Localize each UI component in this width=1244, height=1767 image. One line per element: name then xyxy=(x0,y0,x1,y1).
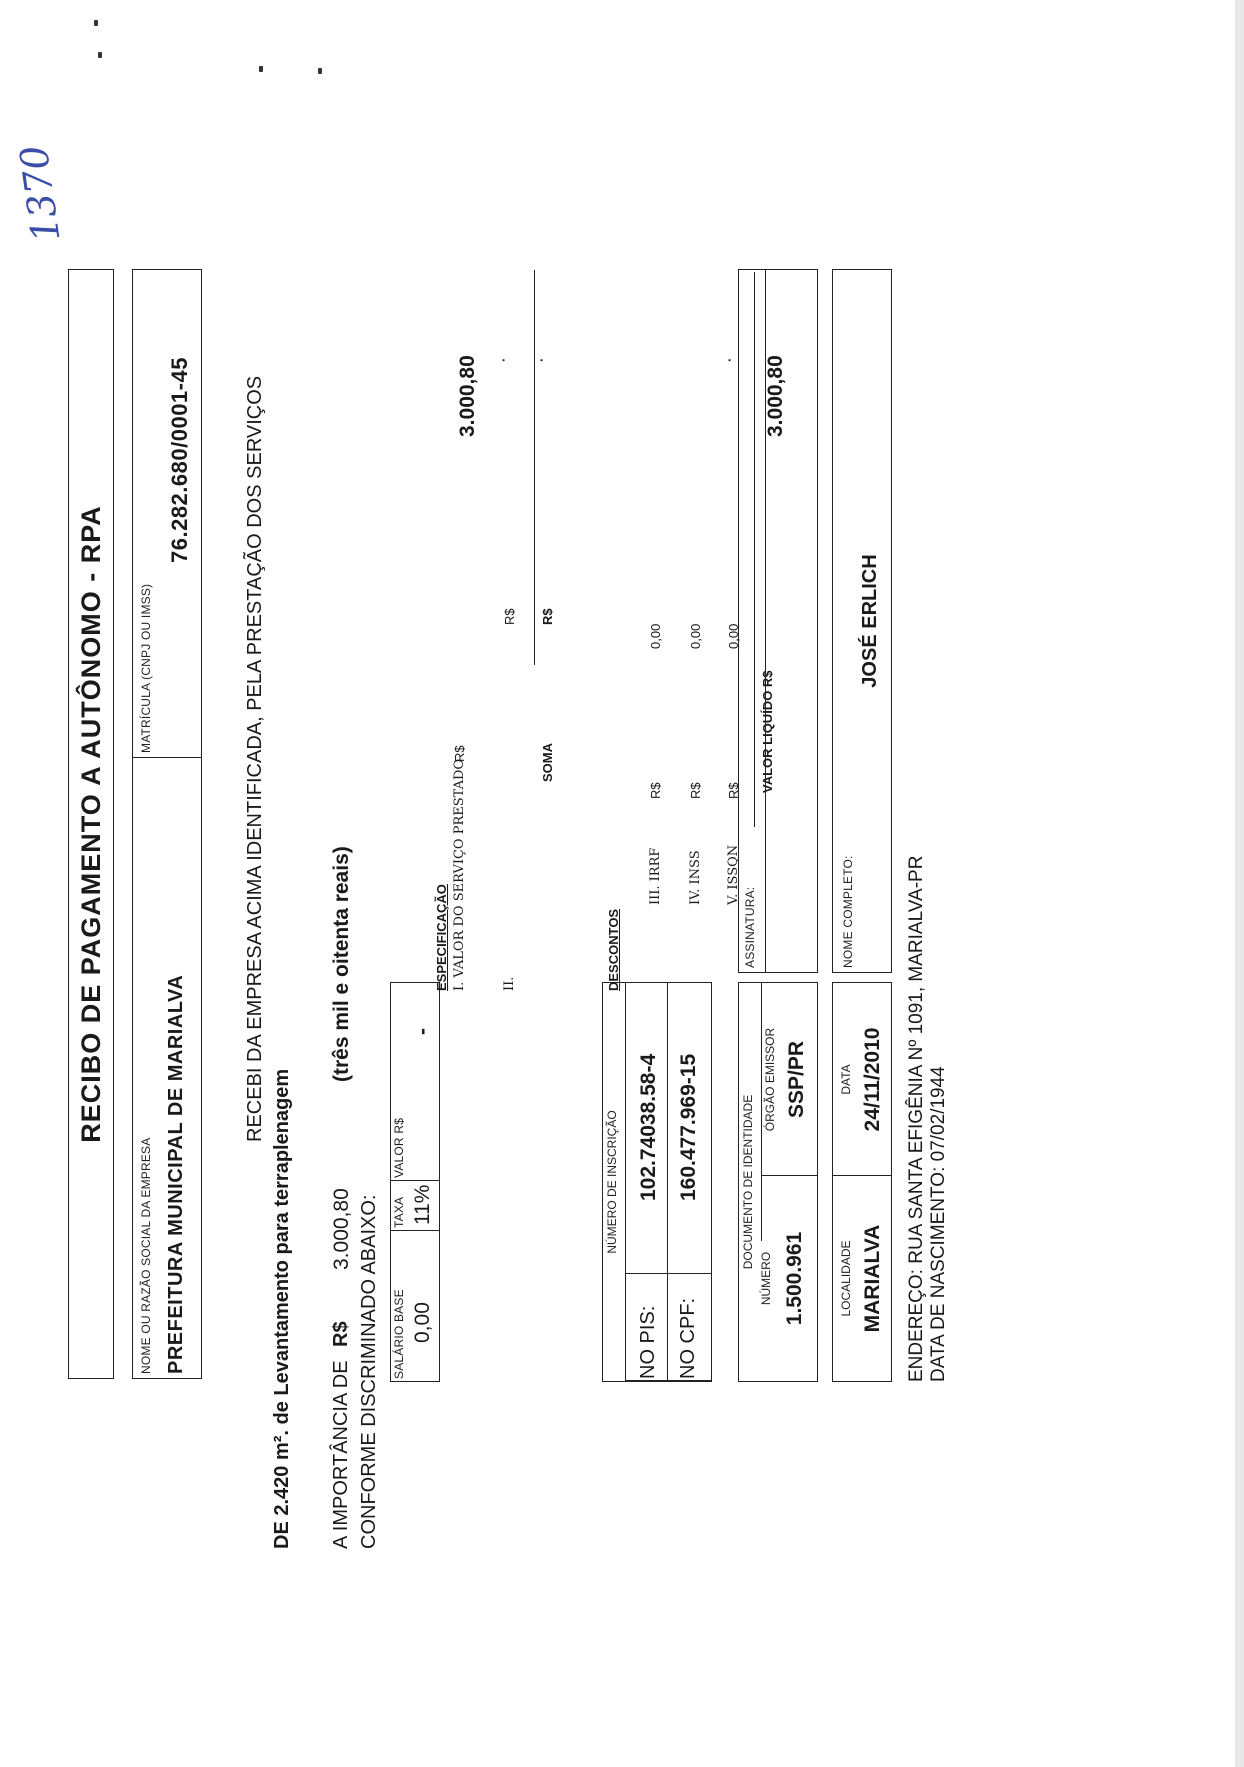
salario-valor-label: VALOR R$ xyxy=(392,1117,406,1178)
item1-label: I. VALOR DO SERVIÇO PRESTADO xyxy=(452,758,467,991)
salario-valor-value: - xyxy=(411,1028,434,1035)
issqn-value: 0,00 xyxy=(726,623,741,649)
orgao-label: ÓRGÃO EMISSOR xyxy=(763,1027,777,1132)
taxa-value: 11% xyxy=(411,1184,434,1225)
irrf-value: 0,00 xyxy=(648,623,663,649)
item1-rs: R$ xyxy=(452,745,467,762)
issqn-dot: · xyxy=(722,357,737,362)
nome-completo-value: JOSÉ ERLICH xyxy=(859,554,881,688)
identidade-header: DOCUMENTO DE IDENTIDADE xyxy=(741,1094,755,1270)
matricula-label: MATRÍCULA (CNPJ OU IMSS) xyxy=(139,583,153,753)
inscricao-table xyxy=(602,982,712,1382)
data-value: 24/11/2010 xyxy=(861,1027,884,1132)
importancia-extenso: (três mil e oitenta reais) xyxy=(330,846,353,1082)
page-title: RECIBO DE PAGAMENTO A AUTÔNOMO - RPA xyxy=(76,505,106,1143)
inscricao-rule xyxy=(667,983,668,1381)
conforme-label: CONFORME DISCRIMINADO ABAIXO: xyxy=(358,1194,380,1549)
salario-base-label: SALÁRIO BASE xyxy=(392,1289,406,1379)
taxa-label: TAXA xyxy=(392,1196,406,1228)
endereco: ENDEREÇO: RUA SANTA EFIGÊNIA Nº 1091, MARIALVA-PR xyxy=(906,855,927,1382)
item2-rs: R$ xyxy=(502,608,517,625)
empresa-box xyxy=(132,269,202,1379)
especificacao-header: ESPECIFICAÇÃO xyxy=(434,884,449,991)
nome-completo-label: NOME COMPLETO: xyxy=(841,855,855,968)
inscricao-rule xyxy=(625,983,626,1381)
item2-label: II. xyxy=(502,976,517,991)
soma-label: SOMA xyxy=(540,743,555,782)
pis-label: NO PIS: xyxy=(637,1305,659,1379)
localidade-label: LOCALIDADE xyxy=(839,1240,853,1317)
salario-base-value: 0,00 xyxy=(411,1302,434,1343)
empresa-nome-label: NOME OU RAZÃO SOCIAL DA EMPRESA xyxy=(139,1137,153,1374)
assinatura-box xyxy=(738,269,818,973)
local-data-table xyxy=(832,982,892,1382)
identidade-numero-value: 1.500.961 xyxy=(783,1231,806,1326)
inss-label: IV. INSS xyxy=(688,850,703,905)
inss-rs: R$ xyxy=(688,782,703,799)
salario-divider xyxy=(391,1230,439,1231)
handwritten-number: 1370 xyxy=(11,142,69,245)
soma-rs: R$ xyxy=(540,608,555,625)
inscricao-divider xyxy=(625,1380,711,1381)
nome-completo-box xyxy=(832,269,892,973)
irrf-label: III. IRRF xyxy=(648,847,663,905)
cpf-label: NO CPF: xyxy=(677,1297,699,1379)
item2-dot: · xyxy=(496,357,511,362)
assinatura-label: ASSINATURA: xyxy=(743,886,757,968)
data-nascimento: DATA DE NASCIMENTO: 07/02/1944 xyxy=(928,1066,949,1382)
importancia-rs: R$ xyxy=(330,1321,352,1347)
valor-liquido-value: 3.000,80 xyxy=(764,355,787,437)
salario-divider xyxy=(391,1180,439,1181)
soma-dot: · xyxy=(534,357,549,362)
data-label: DATA xyxy=(839,1064,853,1095)
descontos-header: DESCONTOS xyxy=(606,908,621,991)
empresa-nome-value: PREFEITURA MUNICIPAL DE MARIALVA xyxy=(165,974,187,1374)
title-box xyxy=(68,269,114,1379)
empresa-divider xyxy=(133,757,201,758)
irrf-rs: R$ xyxy=(648,782,663,799)
issqn-rs: R$ xyxy=(726,782,741,799)
issqn-label: V. ISSQN xyxy=(726,844,741,905)
valor-liquido-label: VALOR LIQUÍDO R$ xyxy=(760,670,775,793)
matricula-value: 76.282.680/0001-45 xyxy=(167,357,192,563)
assinatura-rule xyxy=(765,270,766,972)
declaracao-linha2: DE 2.420 m². de Levantamento para terraplenagem xyxy=(271,1068,293,1549)
importancia-value: 3.000,80 xyxy=(330,1188,353,1270)
inscricao-divider xyxy=(625,1273,711,1274)
salario-table xyxy=(390,982,440,1382)
item1-value: 3.000,80 xyxy=(456,355,479,437)
cpf-value: 160.477.969-15 xyxy=(677,1053,700,1201)
soma-rule xyxy=(534,270,535,665)
localidade-value: MARIALVA xyxy=(861,1224,884,1333)
declaracao-linha1: RECEBI DA EMPRESA ACIMA IDENTIFICADA, PELA PRESTAÇÃO DOS SERVIÇOS xyxy=(244,375,266,1142)
pis-value: 102.74038.58-4 xyxy=(637,1053,660,1201)
orgao-value: SSP/PR xyxy=(785,1040,808,1119)
inscricao-header: NÚMERO DE INSCRIÇÃO xyxy=(605,1110,619,1254)
identidade-table xyxy=(738,982,818,1382)
importancia-label: A IMPORTÂNCIA DE xyxy=(330,1360,352,1549)
identidade-numero-label: NÚMERO xyxy=(759,1251,773,1306)
inss-value: 0,00 xyxy=(688,623,703,649)
